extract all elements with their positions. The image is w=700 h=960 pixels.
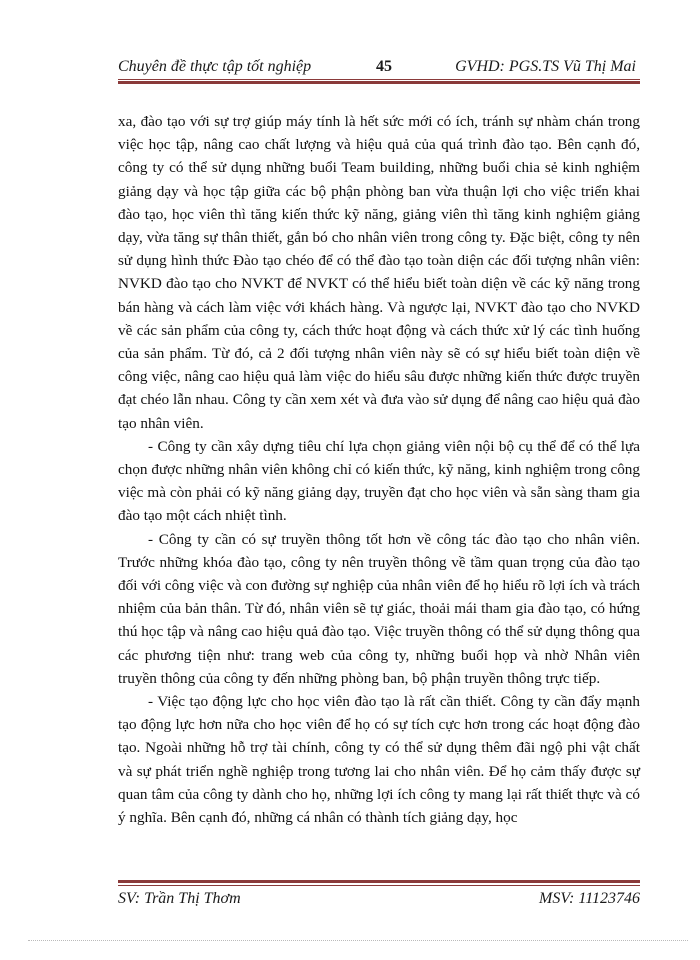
header-rule-thin [118, 79, 640, 80]
header-rule-thick [118, 81, 640, 84]
paragraph-communication: - Công ty cần có sự truyền thông tốt hơn về công tác đào tạo cho nhân viên. Trước những khóa đào tạo, công ty nên truyền thông về tầm quan trọng của đào tạo đối với công việc và con đường sự nghiệp của nhân viên để họ hiểu rõ lợi ích và trách nhiệm của bản thân. Từ đó, nhân viên sẽ tự giác, thoải mái tham gia đào tạo, có hứng thú học tập và nâng cao hiệu quả đào tạo. Việc truyền thông có thể sử dụng thông qua các phương tiện như: trang web của công ty, những buổi họp và nhờ Nhân viên truyền thông của công ty đến những phòng ban, bộ phận truyền thông trực tiếp. [118, 530, 640, 687]
supervisor-label: GVHD: PGS.TS Vũ Thị Mai [455, 58, 636, 75]
footer-rule-thick [118, 880, 640, 883]
page-footer [118, 890, 640, 912]
page-header [118, 58, 636, 80]
body-text [118, 110, 640, 829]
student-name: SV: Trần Thị Thơm [118, 890, 241, 907]
paragraph-continuation: xa, đào tạo với sự trợ giúp máy tính là hết sức mới có ích, tránh sự nhàm chán trong việc học tập, nâng cao chất lượng và hiệu quả của quá trình đào tạo. Bên cạnh đó, công ty có thể sử dụng những buổi Team building, những buổi chia sẻ kinh nghiệm giảng dạy và học tập giữa các bộ phận phòng ban vừa thuận lợi cho việc triển khai đào tạo, học viên thì tăng kiến thức kỹ năng, giảng viên thì tăng kinh nghiệm giảng dạy, vừa tăng sự thân thiết, gắn bó cho nhân viên trong công ty. Đặc biệt, công ty nên sử dụng hình thức Đào tạo chéo để có thể đào tạo toàn diện các đối tượng nhân viên: NVKD đào tạo cho NVKT để NVKT có thể hiểu biết toàn diện về các kỹ năng trong bán hàng và cách làm việc với khách hàng. Và ngược lại, NVKT đào tạo cho NVKD về các sản phẩm của công ty, cách thức hoạt động và cách thức xử lý các tình huống của sản phẩm. Từ đó, cả 2 đối tượng nhân viên này sẽ có sự hiểu biết toàn diện về công việc, nâng cao hiệu quả làm việc do hiểu sâu được những kiến thức được truyền đạt chéo lẫn nhau. Công ty cần xem xét và đưa vào sử dụng để nâng cao hiệu quả đào tạo nhân viên. [118, 113, 640, 432]
paragraph-motivation: - Việc tạo động lực cho học viên đào tạo là rất cần thiết. Công ty cần đẩy mạnh tạo động lực hơn nữa cho học viên để họ có sự tích cực hơn trong các hoạt động đào tạo. Ngoài những hỗ trợ tài chính, công ty có thể sử dụng thêm đãi ngộ phi vật chất và sự phát triển nghề nghiệp trong tương lai cho nhân viên. Để họ cảm thấy được sự quan tâm của công ty dành cho họ, những lợi ích công ty mang lại rất thiết thực và có ý nghĩa. Bên cạnh đó, những cá nhân có thành tích giảng dạy, học [118, 693, 640, 827]
paragraph-trainer-criteria: - Công ty cần xây dựng tiêu chí lựa chọn giảng viên nội bộ cụ thể để có thể lựa chọn được những nhân viên không chỉ có kiến thức, kỹ năng, kinh nghiệm trong công việc mà còn phải có kỹ năng giảng dạy, truyền đạt cho học viên và sẵn sàng tham gia đào tạo một cách nhiệt tình. [118, 437, 640, 525]
page-edge-divider [28, 940, 688, 941]
page-number: 45 [376, 58, 392, 75]
document-title: Chuyên đề thực tập tốt nghiệp [118, 58, 312, 75]
student-id: MSV: 11123746 [538, 890, 640, 907]
footer-rule-thin [118, 885, 640, 886]
